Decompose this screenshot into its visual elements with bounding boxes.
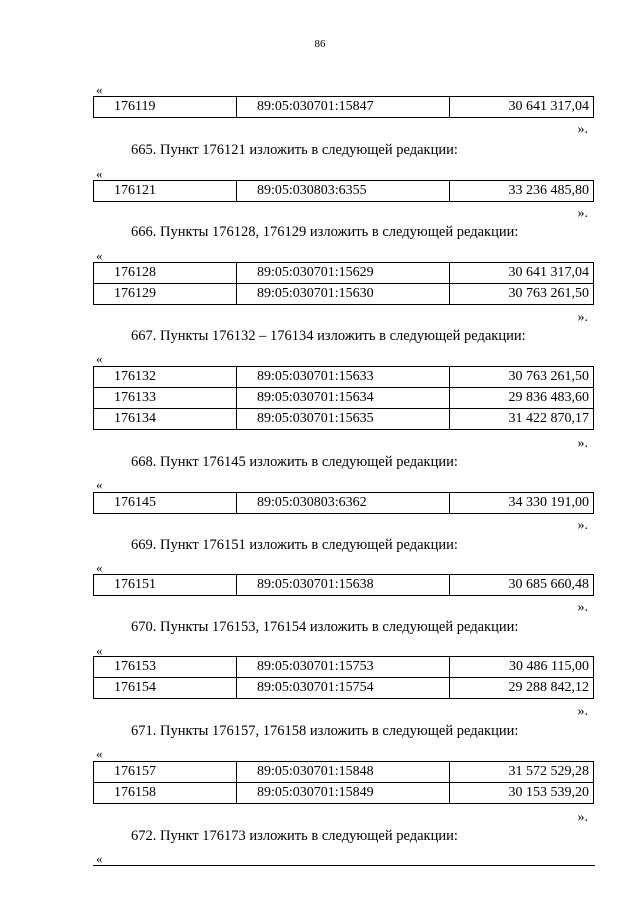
opening-quote: « — [96, 746, 103, 761]
table-row — [94, 678, 594, 699]
item-number-cell: 176154 — [94, 678, 237, 699]
closing-quote: ». — [577, 810, 588, 825]
item-number-cell: 176134 — [94, 409, 237, 430]
cadastral-table — [93, 180, 594, 202]
cadastral-table — [93, 96, 594, 118]
opening-quote: « — [96, 248, 103, 263]
item-number-cell: 176158 — [94, 783, 237, 804]
table-row — [94, 263, 594, 284]
opening-quote: « — [96, 166, 103, 181]
closing-quote: ». — [577, 122, 588, 137]
cadastral-table — [93, 761, 594, 804]
item-number-cell: 176133 — [94, 388, 237, 409]
cadastral-number-cell: 89:05:030701:15849 — [237, 783, 450, 804]
page-number: 86 — [314, 38, 326, 50]
closing-quote: ». — [577, 704, 588, 719]
item-number-cell: 176145 — [94, 493, 237, 514]
table-row — [94, 409, 594, 430]
opening-quote: « — [96, 643, 103, 658]
amendment-paragraph: 670. Пункты 176153, 176154 изложить в следующей редакции: — [131, 619, 519, 635]
cadastral-table — [93, 262, 594, 305]
closing-quote: ». — [577, 436, 588, 451]
cadastral-number-cell: 89:05:030701:15754 — [237, 678, 450, 699]
item-number-cell: 176132 — [94, 367, 237, 388]
opening-quote: « — [96, 851, 103, 866]
amendment-paragraph: 665. Пункт 176121 изложить в следующей редакции: — [131, 142, 458, 158]
cadastral-value-cell: 29 836 483,60 — [450, 388, 594, 409]
item-number-cell: 176157 — [94, 762, 237, 783]
cadastral-value-cell: 29 288 842,12 — [450, 678, 594, 699]
cadastral-number-cell: 89:05:030701:15847 — [237, 97, 450, 118]
opening-quote: « — [96, 560, 103, 575]
table-row — [94, 575, 594, 596]
cadastral-value-cell: 34 330 191,00 — [450, 493, 594, 514]
cadastral-number-cell: 89:05:030803:6362 — [237, 493, 450, 514]
cadastral-value-cell: 30 153 539,20 — [450, 783, 594, 804]
cadastral-value-cell: 30 763 261,50 — [450, 367, 594, 388]
cadastral-number-cell: 89:05:030701:15635 — [237, 409, 450, 430]
amendment-paragraph: 671. Пункты 176157, 176158 изложить в следующей редакции: — [131, 723, 519, 739]
cadastral-value-cell: 30 641 317,04 — [450, 263, 594, 284]
table-row — [94, 762, 594, 783]
closing-quote: ». — [577, 600, 588, 615]
cadastral-number-cell: 89:05:030701:15848 — [237, 762, 450, 783]
cadastral-number-cell: 89:05:030803:6355 — [237, 181, 450, 202]
item-number-cell: 176151 — [94, 575, 237, 596]
cadastral-value-cell: 30 641 317,04 — [450, 97, 594, 118]
cadastral-value-cell: 30 685 660,48 — [450, 575, 594, 596]
amendment-paragraph: 667. Пункты 176132 – 176134 изложить в следующей редакции: — [131, 328, 526, 344]
cadastral-table — [93, 492, 594, 514]
cadastral-value-cell: 33 236 485,80 — [450, 181, 594, 202]
item-number-cell: 176153 — [94, 657, 237, 678]
cadastral-number-cell: 89:05:030701:15629 — [237, 263, 450, 284]
cadastral-number-cell: 89:05:030701:15634 — [237, 388, 450, 409]
amendment-paragraph: 668. Пункт 176145 изложить в следующей редакции: — [131, 454, 458, 470]
amendment-paragraph: 672. Пункт 176173 изложить в следующей редакции: — [131, 828, 458, 844]
cadastral-table — [93, 574, 594, 596]
cadastral-value-cell: 30 763 261,50 — [450, 284, 594, 305]
cadastral-number-cell: 89:05:030701:15633 — [237, 367, 450, 388]
cadastral-table — [93, 656, 594, 699]
amendment-paragraph: 669. Пункт 176151 изложить в следующей редакции: — [131, 537, 458, 553]
cadastral-number-cell: 89:05:030701:15753 — [237, 657, 450, 678]
opening-quote: « — [96, 477, 103, 492]
table-row — [94, 388, 594, 409]
cadastral-number-cell: 89:05:030701:15638 — [237, 575, 450, 596]
amendment-paragraph: 666. Пункты 176128, 176129 изложить в следующей редакции: — [131, 224, 519, 240]
closing-quote: ». — [577, 310, 588, 325]
opening-quote: « — [96, 351, 103, 366]
cadastral-number-cell: 89:05:030701:15630 — [237, 284, 450, 305]
closing-quote: ». — [577, 518, 588, 533]
table-row — [94, 181, 594, 202]
item-number-cell: 176119 — [94, 97, 237, 118]
table-row — [94, 367, 594, 388]
item-number-cell: 176121 — [94, 181, 237, 202]
cadastral-value-cell: 31 572 529,28 — [450, 762, 594, 783]
table-top-border — [93, 865, 595, 866]
table-row — [94, 97, 594, 118]
cadastral-value-cell: 30 486 115,00 — [450, 657, 594, 678]
cadastral-table — [93, 366, 594, 430]
table-row — [94, 783, 594, 804]
table-row — [94, 284, 594, 305]
table-row — [94, 493, 594, 514]
closing-quote: ». — [577, 206, 588, 221]
item-number-cell: 176129 — [94, 284, 237, 305]
opening-quote: « — [96, 82, 103, 97]
cadastral-value-cell: 31 422 870,17 — [450, 409, 594, 430]
table-row — [94, 657, 594, 678]
item-number-cell: 176128 — [94, 263, 237, 284]
